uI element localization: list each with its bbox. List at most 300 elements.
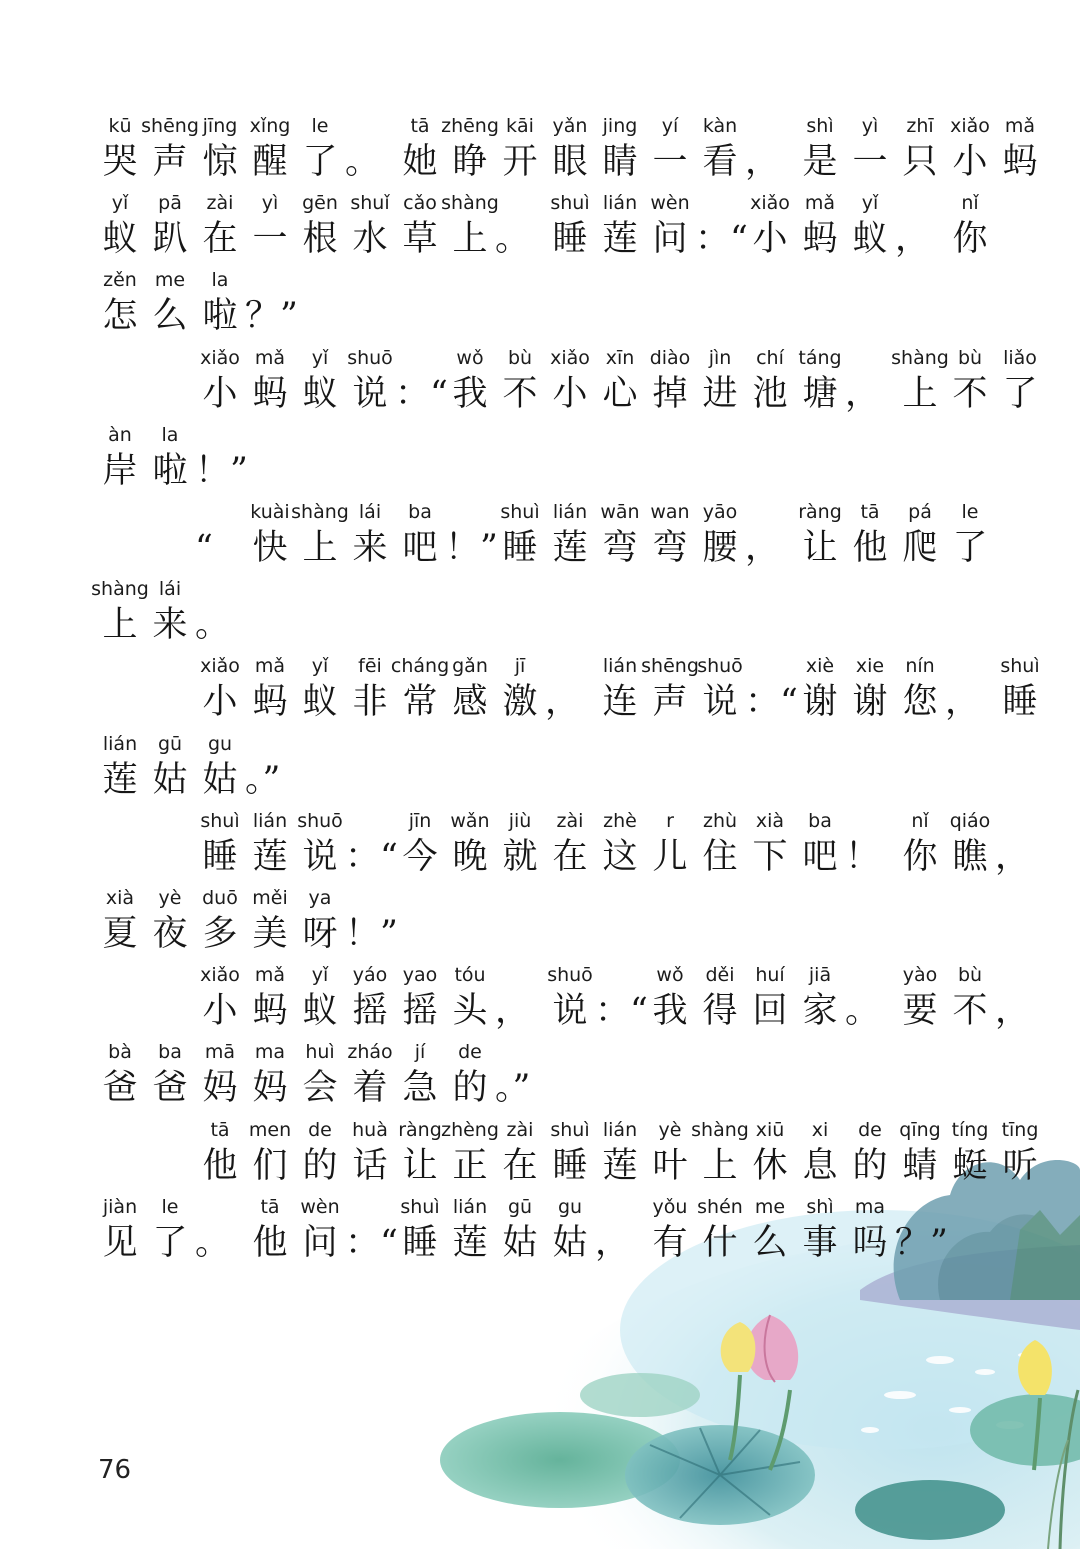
character-with-pinyin [945, 191, 995, 263]
pinyin: bà [108, 1041, 132, 1064]
pinyin: le [311, 115, 329, 137]
character-with-pinyin [645, 191, 695, 263]
character-with-pinyin [295, 1118, 345, 1190]
character-with-pinyin [295, 809, 345, 881]
character-with-pinyin [195, 346, 245, 418]
character-with-pinyin [495, 654, 545, 726]
pinyin: cháng [390, 655, 450, 678]
hanzi: 话 [352, 1145, 388, 1186]
text-line [95, 1040, 545, 1112]
character-with-pinyin [945, 963, 995, 1035]
hanzi: 。 [345, 142, 381, 182]
pinyin: ma [254, 1041, 286, 1064]
hanzi: 多 [202, 914, 238, 954]
pinyin: zhī [906, 115, 934, 137]
pinyin: mǎ [804, 192, 836, 215]
pinyin: mǎ [254, 655, 286, 678]
hanzi: 蜻 [902, 1145, 938, 1186]
character-with-pinyin [345, 500, 395, 572]
hanzi: “ [195, 528, 213, 568]
punctuation [495, 1040, 545, 1112]
hanzi: 上 [302, 528, 338, 568]
hanzi: 进 [702, 373, 738, 414]
hanzi: 爸 [102, 1068, 138, 1109]
hanzi: 让 [802, 528, 838, 568]
character-with-pinyin [195, 114, 245, 186]
pinyin: kuài [250, 501, 290, 523]
character-with-pinyin [795, 654, 845, 726]
pinyin: la [161, 423, 179, 446]
pinyin: nǐ [961, 192, 979, 215]
hanzi: 莲 [252, 836, 288, 877]
hanzi: 池 [752, 373, 788, 414]
pinyin: yāo [702, 501, 738, 523]
pinyin: shuì [550, 192, 590, 215]
pinyin: pā [158, 192, 182, 215]
pinyin: wǎn [450, 809, 490, 832]
character-with-pinyin [91, 577, 149, 649]
pinyin: shàng [691, 1118, 749, 1141]
hanzi: 腰 [702, 528, 738, 568]
hanzi: 蚂 [252, 373, 288, 414]
hanzi: 夜 [152, 914, 188, 954]
hanzi: 常 [402, 682, 438, 723]
hanzi: 来 [352, 528, 388, 568]
character-with-pinyin [545, 1195, 595, 1267]
character-with-pinyin [445, 809, 495, 881]
character-with-pinyin [695, 114, 745, 186]
pinyin: nǐ [911, 809, 929, 832]
character-with-pinyin [245, 963, 295, 1035]
hanzi: 的 [452, 1068, 488, 1109]
pinyin: shuǐ [350, 192, 390, 215]
hanzi: ， [895, 219, 931, 260]
character-with-pinyin [845, 191, 895, 263]
pinyin: shuì [1000, 655, 1040, 678]
pinyin: gēn [302, 192, 338, 215]
pinyin: de [458, 1041, 482, 1064]
hanzi: 激 [502, 682, 538, 723]
hanzi: 一 [852, 142, 888, 182]
pinyin: xiǎo [950, 115, 990, 137]
hanzi: 睡 [552, 219, 588, 260]
hanzi: ， [745, 528, 781, 568]
character-with-pinyin [441, 191, 499, 263]
character-with-pinyin [795, 500, 845, 572]
hanzi: ， [745, 142, 781, 182]
hanzi: 爸 [152, 1068, 188, 1109]
hanzi: 莲 [602, 219, 638, 260]
pinyin: shàng [441, 192, 499, 215]
hanzi: 小 [202, 373, 238, 414]
character-with-pinyin [745, 346, 795, 418]
character-with-pinyin [595, 500, 645, 572]
hanzi: 这 [602, 836, 638, 877]
character-with-pinyin [495, 1195, 545, 1267]
hanzi: 心 [602, 373, 638, 414]
pinyin: zěn [103, 269, 137, 292]
pinyin: ya [308, 887, 332, 909]
character-with-pinyin [695, 809, 745, 881]
pinyin: gǎn [452, 655, 488, 678]
pinyin: shuì [400, 1195, 440, 1218]
pinyin: yì [261, 192, 279, 215]
hanzi: ？” [895, 1222, 948, 1263]
text-line [95, 423, 248, 495]
pinyin: xiǎo [200, 346, 240, 369]
character-with-pinyin [645, 963, 695, 1035]
pinyin: pá [908, 501, 932, 523]
hanzi: 。 [845, 991, 881, 1032]
punctuation [245, 732, 295, 804]
character-with-pinyin [845, 1118, 895, 1190]
pinyin: lián [452, 1195, 488, 1218]
hanzi: 一 [652, 142, 688, 182]
character-with-pinyin [845, 654, 895, 726]
hanzi: 小 [952, 142, 988, 182]
pinyin: zhù [702, 809, 738, 832]
character-with-pinyin [845, 114, 895, 186]
hanzi: 水 [352, 219, 388, 260]
pinyin: měi [252, 887, 288, 909]
hanzi: 谢 [802, 682, 838, 723]
pinyin: shì [806, 1195, 834, 1218]
character-with-pinyin [445, 1040, 495, 1112]
pinyin: shuì [550, 1118, 590, 1141]
hanzi: 爬 [902, 528, 938, 568]
character-with-pinyin [295, 114, 345, 186]
character-with-pinyin [395, 114, 445, 186]
pinyin: yǐ [111, 192, 129, 215]
hanzi: ！” [445, 528, 498, 568]
pinyin: yǎn [552, 115, 588, 137]
punctuation [845, 809, 895, 881]
character-with-pinyin [795, 346, 845, 418]
character-with-pinyin [245, 1118, 295, 1190]
punctuation [195, 1195, 245, 1267]
hanzi: 呀 [302, 914, 338, 954]
hanzi: ， [595, 1222, 631, 1263]
hanzi: 摇 [402, 991, 438, 1032]
character-with-pinyin [95, 886, 145, 958]
pinyin: le [961, 501, 979, 523]
hanzi: ：“ [345, 1222, 398, 1263]
hanzi: 她 [402, 142, 438, 182]
pinyin: tíng [951, 1118, 989, 1141]
pinyin: xie [855, 655, 885, 678]
hanzi: 蚂 [252, 682, 288, 723]
pinyin: wèn [650, 192, 690, 215]
hanzi: ：“ [695, 219, 748, 260]
pinyin: kāi [506, 115, 534, 137]
character-with-pinyin [395, 191, 445, 263]
pinyin: tā [260, 1195, 280, 1218]
hanzi: 快 [252, 528, 288, 568]
hanzi: ， [995, 836, 1031, 877]
hanzi: ， [845, 373, 881, 414]
hanzi: 得 [702, 991, 738, 1032]
pinyin: mǎ [254, 964, 286, 987]
text-line [195, 963, 1045, 1035]
hanzi: 我 [652, 991, 688, 1032]
hanzi: 睛 [602, 142, 638, 182]
character-with-pinyin [695, 346, 745, 418]
hanzi: 在 [502, 1145, 538, 1186]
pinyin: shēng [641, 655, 699, 678]
character-with-pinyin [595, 654, 645, 726]
hanzi: 见 [102, 1222, 138, 1263]
pinyin: jīn [408, 809, 432, 832]
character-with-pinyin [295, 963, 345, 1035]
hanzi: 的 [302, 1145, 338, 1186]
character-with-pinyin [895, 809, 945, 881]
text-line [95, 114, 1045, 186]
pinyin: duō [202, 887, 238, 909]
character-with-pinyin [95, 423, 145, 495]
pinyin: lián [602, 1118, 638, 1141]
hanzi: 要 [902, 991, 938, 1032]
punctuation [195, 500, 245, 572]
character-with-pinyin [145, 1040, 195, 1112]
character-with-pinyin [645, 500, 695, 572]
pinyin: bù [957, 346, 983, 369]
hanzi: 问 [652, 219, 688, 260]
pinyin: shàng [291, 501, 349, 523]
character-with-pinyin [195, 886, 245, 958]
pinyin: zài [206, 192, 234, 215]
text-line [95, 268, 298, 340]
pinyin: zài [556, 809, 584, 832]
hanzi: ：“ [745, 682, 798, 723]
character-with-pinyin [595, 1118, 645, 1190]
character-with-pinyin [145, 886, 195, 958]
hanzi: 问 [302, 1222, 338, 1263]
character-with-pinyin [695, 654, 745, 726]
text-line [195, 500, 995, 572]
pinyin: shàng [891, 346, 949, 369]
hanzi: 听 [1002, 1145, 1038, 1186]
hanzi: 哭 [102, 142, 138, 182]
character-with-pinyin [345, 1040, 395, 1112]
character-with-pinyin [345, 346, 395, 418]
character-with-pinyin [195, 1040, 245, 1112]
character-with-pinyin [245, 191, 295, 263]
character-with-pinyin [145, 423, 195, 495]
pinyin: me [154, 269, 186, 292]
hanzi: 摇 [352, 991, 388, 1032]
pinyin: mǎ [1004, 115, 1036, 137]
pinyin: shàng [91, 578, 149, 601]
hanzi: 啦 [152, 450, 188, 491]
pinyin: gū [157, 732, 183, 755]
punctuation [345, 1195, 398, 1267]
character-with-pinyin [745, 1118, 795, 1190]
hanzi: 声 [152, 142, 188, 182]
hanzi: 的 [852, 1145, 888, 1186]
hanzi: 睡 [1002, 682, 1038, 723]
pinyin: shuō [697, 655, 743, 678]
character-with-pinyin [295, 654, 345, 726]
pinyin: yǐ [311, 655, 329, 678]
character-with-pinyin [745, 963, 795, 1035]
pinyin: xiǎo [750, 192, 790, 215]
character-with-pinyin [995, 346, 1045, 418]
pinyin: děi [705, 964, 735, 987]
character-with-pinyin [691, 1118, 749, 1190]
pinyin: tīng [1001, 1118, 1039, 1141]
hanzi: 不 [502, 373, 538, 414]
hanzi: 着 [352, 1068, 388, 1109]
hanzi: 在 [552, 836, 588, 877]
character-with-pinyin [895, 654, 945, 726]
hanzi: 我 [452, 373, 488, 414]
pinyin: tóu [454, 964, 486, 987]
character-with-pinyin [141, 114, 199, 186]
hanzi: 就 [502, 836, 538, 877]
character-with-pinyin [945, 346, 995, 418]
pinyin: tā [210, 1118, 230, 1141]
hanzi: 今 [402, 836, 438, 877]
pinyin: xiǎo [200, 964, 240, 987]
pinyin: wèn [300, 1195, 340, 1218]
punctuation [845, 346, 895, 418]
character-with-pinyin [845, 1195, 895, 1267]
character-with-pinyin [545, 963, 595, 1035]
character-with-pinyin [345, 191, 395, 263]
punctuation [245, 268, 298, 340]
character-with-pinyin [745, 1195, 795, 1267]
character-with-pinyin [891, 346, 949, 418]
hanzi: 妈 [252, 1068, 288, 1109]
character-with-pinyin [95, 1040, 145, 1112]
hanzi: 蚁 [302, 373, 338, 414]
hanzi: ， [495, 991, 531, 1032]
pinyin: yào [902, 964, 938, 987]
hanzi: 住 [702, 836, 738, 877]
character-with-pinyin [695, 500, 745, 572]
character-with-pinyin [395, 809, 445, 881]
hanzi: 夏 [102, 914, 138, 954]
punctuation [345, 114, 395, 186]
page-number: 76 [98, 1455, 132, 1485]
pinyin: jiā [808, 964, 832, 987]
hanzi: 姑 [202, 759, 238, 800]
character-with-pinyin [895, 1118, 945, 1190]
character-with-pinyin [395, 1118, 445, 1190]
hanzi: 什 [702, 1222, 738, 1263]
punctuation [345, 809, 398, 881]
character-with-pinyin [495, 346, 545, 418]
punctuation [195, 423, 248, 495]
pinyin: r [666, 809, 674, 832]
character-with-pinyin [845, 500, 895, 572]
pinyin: yì [861, 115, 879, 137]
hanzi: 了 [302, 142, 338, 182]
pinyin: jīng [202, 115, 238, 137]
hanzi: 怎 [102, 296, 138, 337]
punctuation [695, 191, 748, 263]
character-with-pinyin [795, 809, 845, 881]
character-with-pinyin [195, 732, 245, 804]
pinyin: zháo [347, 1041, 393, 1064]
character-with-pinyin [645, 1195, 695, 1267]
hanzi: 你 [902, 836, 938, 877]
hanzi: 姑 [152, 759, 188, 800]
pinyin: yǒu [652, 1195, 688, 1218]
pinyin: le [161, 1195, 179, 1218]
punctuation [595, 963, 648, 1035]
hanzi: 莲 [602, 1145, 638, 1186]
text-line [91, 577, 245, 649]
hanzi: 休 [752, 1145, 788, 1186]
character-with-pinyin [245, 809, 295, 881]
hanzi: 说 [702, 682, 738, 723]
punctuation [895, 1195, 948, 1267]
text-line [195, 654, 1045, 726]
hanzi: ：“ [595, 991, 648, 1032]
pinyin: gu [557, 1195, 583, 1218]
hanzi: 蚁 [302, 682, 338, 723]
pinyin: yí [661, 115, 679, 137]
character-with-pinyin [495, 500, 545, 572]
hanzi: 。” [245, 759, 281, 800]
punctuation [895, 191, 945, 263]
character-with-pinyin [95, 1195, 145, 1267]
hanzi: 他 [252, 1222, 288, 1263]
hanzi: 小 [752, 219, 788, 260]
pinyin: yǐ [311, 964, 329, 987]
punctuation [395, 346, 448, 418]
pinyin: wan [650, 501, 690, 523]
hanzi: 莲 [102, 759, 138, 800]
hanzi: 有 [652, 1222, 688, 1263]
pinyin: xi [811, 1118, 829, 1141]
hanzi: 妈 [202, 1068, 238, 1109]
pinyin: de [308, 1118, 332, 1141]
character-with-pinyin [445, 963, 495, 1035]
pinyin: zài [506, 1118, 534, 1141]
pinyin: yǐ [861, 192, 879, 215]
character-with-pinyin [295, 886, 345, 958]
pinyin: kū [108, 115, 132, 137]
character-with-pinyin [295, 1195, 345, 1267]
character-with-pinyin [645, 1118, 695, 1190]
pinyin: la [211, 269, 229, 292]
pinyin: jing [602, 115, 638, 137]
character-with-pinyin [545, 809, 595, 881]
hanzi: 美 [252, 914, 288, 954]
punctuation [495, 963, 545, 1035]
character-with-pinyin [245, 1040, 295, 1112]
hanzi: 蚂 [802, 219, 838, 260]
character-with-pinyin [145, 191, 195, 263]
pinyin: wǒ [656, 964, 684, 987]
hanzi: 家 [802, 991, 838, 1032]
hanzi: 瞧 [952, 836, 988, 877]
punctuation [945, 654, 995, 726]
hanzi: 头 [452, 991, 488, 1032]
character-with-pinyin [495, 809, 545, 881]
character-with-pinyin [795, 1118, 845, 1190]
pinyin: fēi [358, 655, 382, 678]
pinyin: mā [204, 1041, 236, 1064]
pinyin: huà [352, 1118, 388, 1141]
pinyin: de [858, 1118, 882, 1141]
character-with-pinyin [441, 114, 499, 186]
hanzi: 醒 [252, 142, 288, 182]
character-with-pinyin [145, 577, 195, 649]
pinyin: lián [552, 501, 588, 523]
